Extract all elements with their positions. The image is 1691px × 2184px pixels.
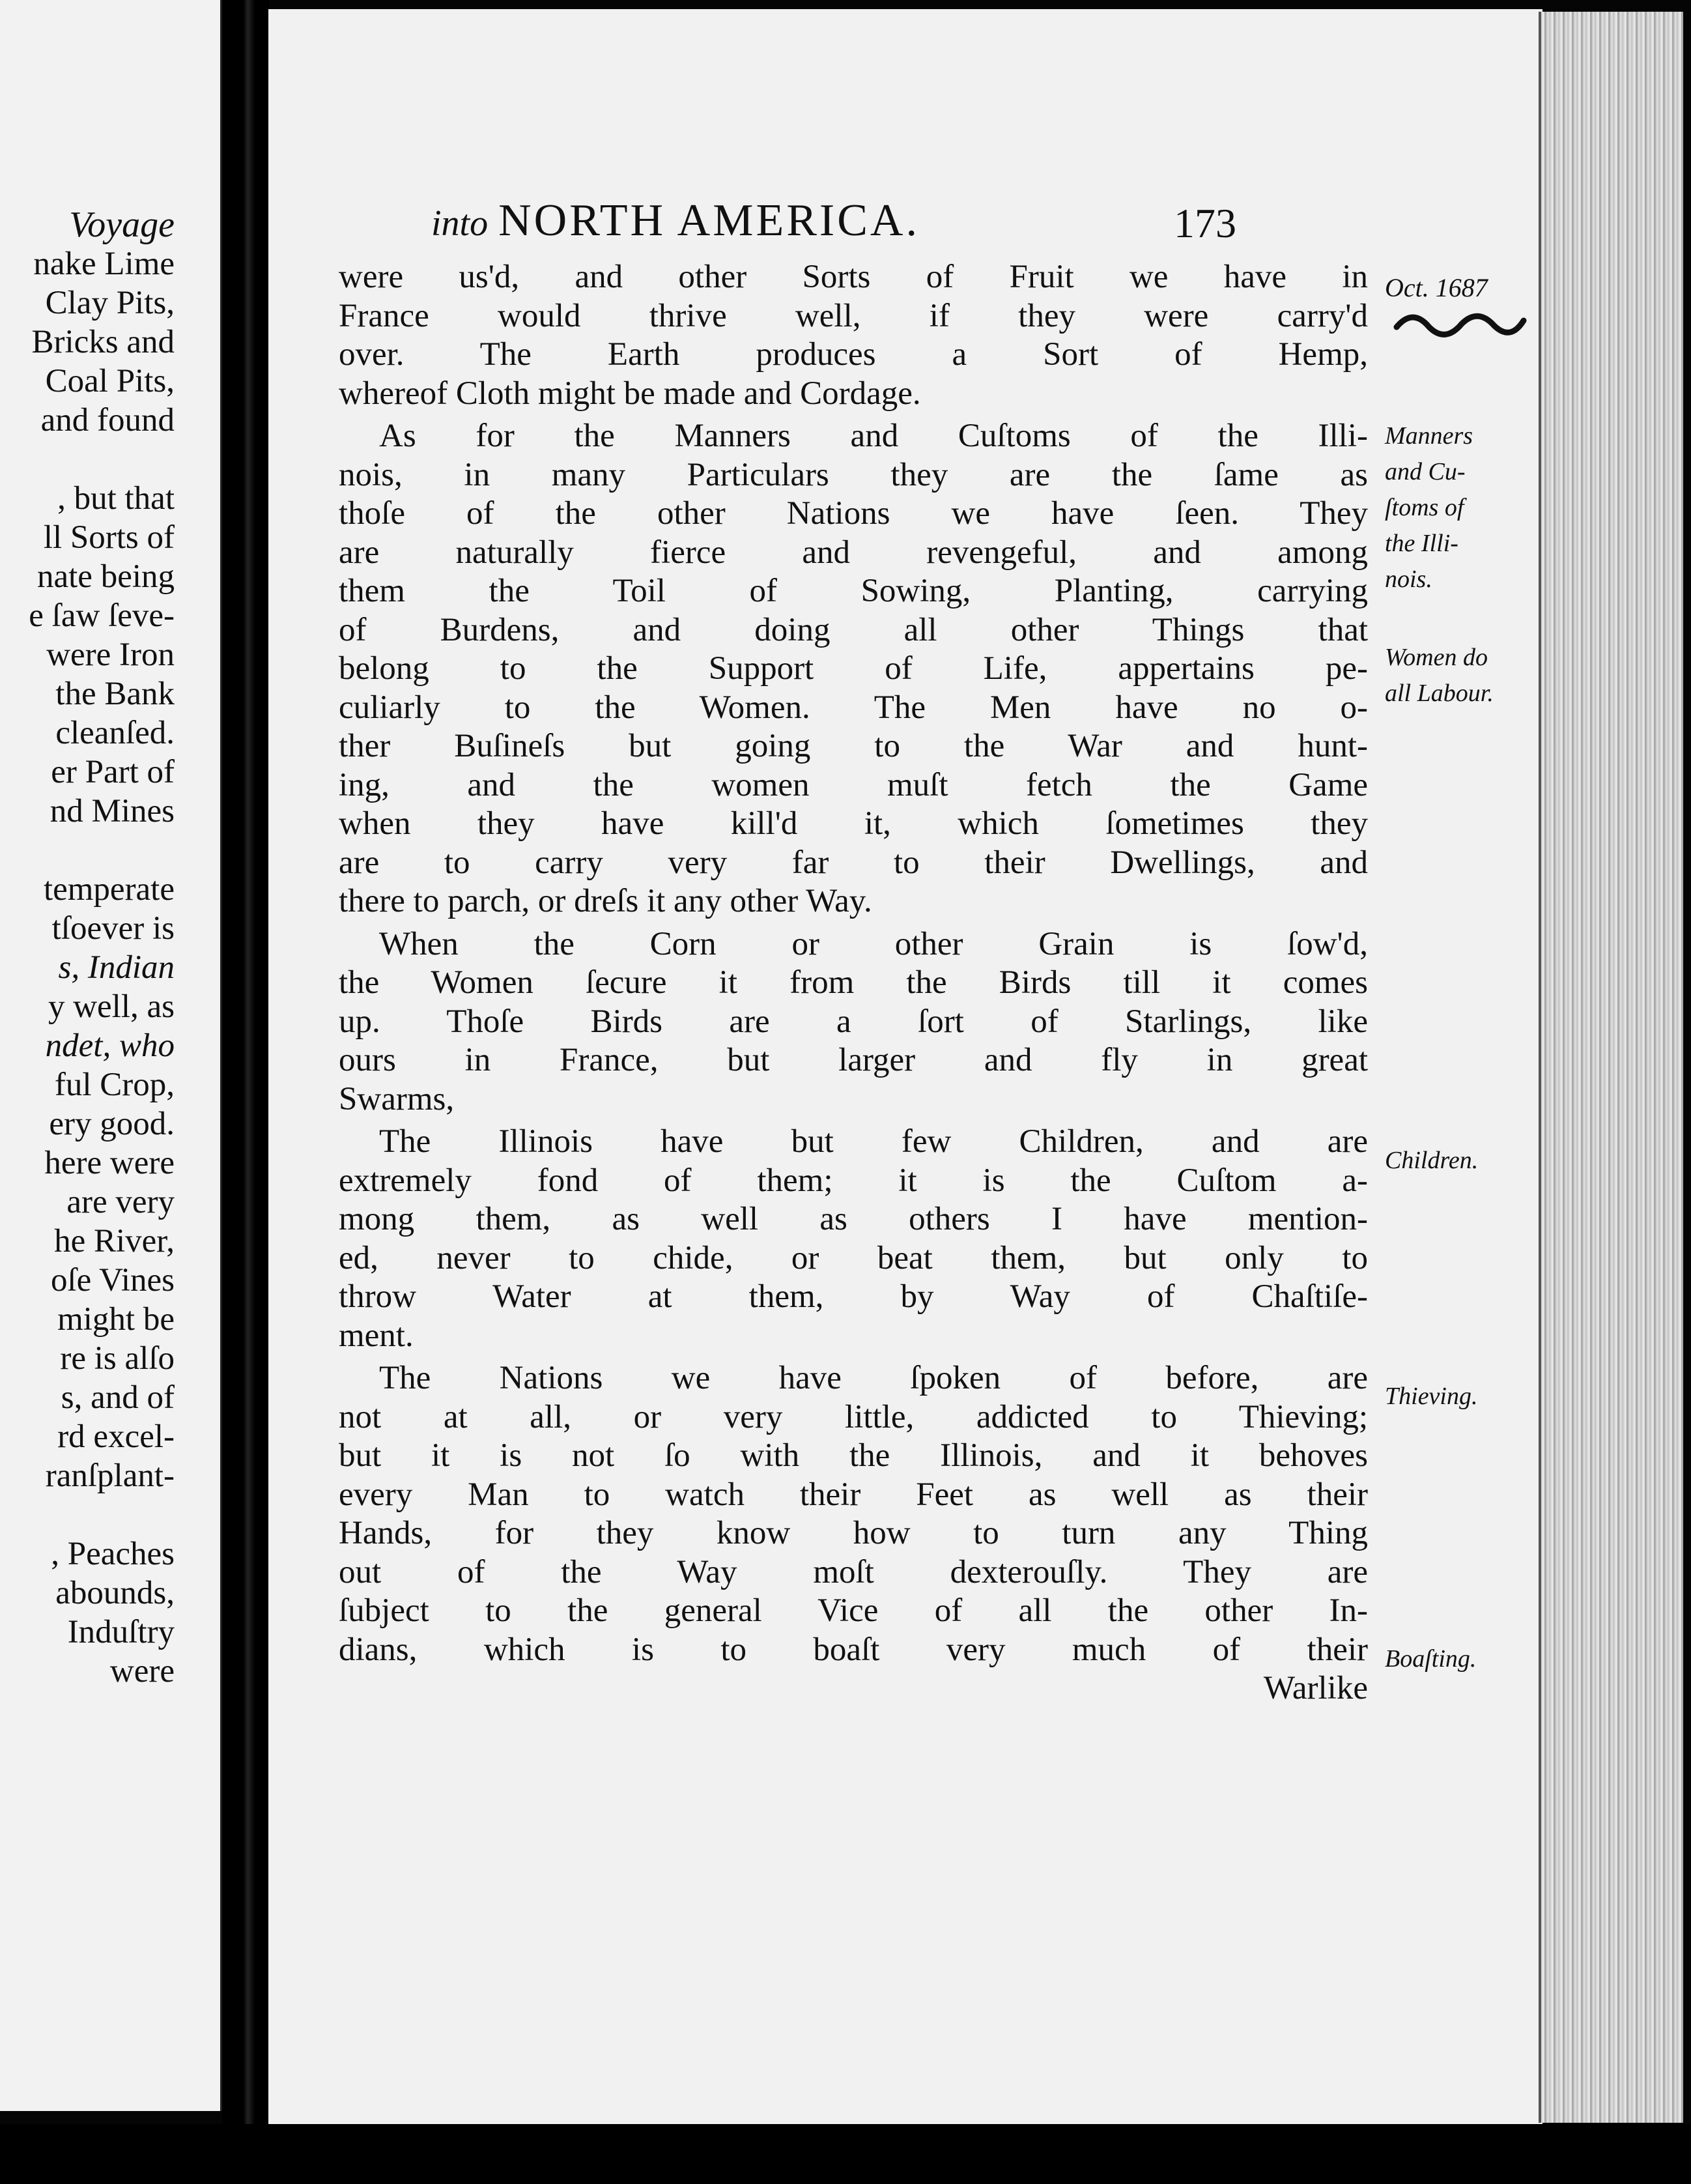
date-flourish-ornament	[1390, 301, 1533, 347]
body-line: ment.	[339, 1317, 414, 1354]
left-page-line: Bricks and	[31, 324, 175, 360]
margin-note-line: Thieving.	[1385, 1383, 1478, 1410]
body-line: Swarms,	[339, 1080, 455, 1117]
body-line: ing, and the women muſt fetch the Game	[339, 766, 1368, 803]
body-line: out of the Way moſt dexterouſly. They are	[339, 1553, 1368, 1590]
left-page-line: here were	[44, 1145, 175, 1181]
body-line: over. The Earth produces a Sort of Hemp,	[339, 336, 1368, 373]
left-page-line: ranſplant-	[45, 1458, 175, 1494]
left-page-line: are very	[66, 1184, 175, 1220]
margin-note-women	[1385, 640, 1494, 711]
margin-note-line: Children.	[1385, 1147, 1479, 1174]
body-line: throw Water at them, by Way of Chaſtiſe-	[339, 1278, 1368, 1315]
book-gutter	[222, 0, 269, 2184]
body-line: Hands, for they know how to turn any Thing	[339, 1515, 1368, 1551]
running-head-title: NORTH AMERICA.	[498, 195, 920, 246]
left-page-gap	[29, 1495, 175, 1534]
left-page-line: cleanſed.	[55, 715, 175, 751]
left-page-line: s, Indian	[58, 949, 175, 986]
body-line: As for the Manners and Cuſtoms of the Illi-	[379, 418, 1368, 454]
page-number: 173	[1174, 200, 1236, 246]
body-line: nois, in many Particulars they are the ſame as	[339, 456, 1368, 493]
body-line: of Burdens, and doing all other Things that	[339, 611, 1368, 648]
body-line: but it is not ſo with the Illinois, and it behoves	[339, 1437, 1368, 1474]
body-line: up. Thoſe Birds are a ſort of Starlings, like	[339, 1003, 1368, 1040]
running-head-into: into	[431, 203, 489, 244]
left-page-line: the Bank	[55, 676, 175, 712]
left-page-line: , but that	[57, 480, 175, 517]
body-line: dians, which is to boaſt very much of their	[339, 1631, 1368, 1668]
margin-note-line: Manners	[1385, 422, 1473, 450]
left-page-line: e ſaw ſeve-	[29, 597, 175, 634]
left-page-gap	[29, 831, 175, 870]
left-page-line: temperate	[43, 871, 175, 908]
left-page-line: oſe Vines	[50, 1262, 175, 1299]
body-line: every Man to watch their Feet as well as their	[339, 1476, 1368, 1513]
margin-note-line: nois.	[1385, 566, 1432, 593]
body-line: whereof Cloth might be made and Cordage.	[339, 375, 921, 412]
body-line: there to parch, or dreſs it any other Way.	[339, 883, 872, 919]
body-line: ours in France, but larger and fly in great	[339, 1042, 1368, 1078]
left-page-line: rd excel-	[57, 1418, 175, 1455]
body-line: were us'd, and other Sorts of Fruit we have in	[339, 259, 1368, 295]
left-page-line: and found	[40, 402, 175, 438]
body-line: mong them, as well as others I have mention-	[339, 1201, 1368, 1237]
left-page-line: were	[109, 1653, 175, 1689]
scan-bottom-border	[0, 2124, 1691, 2184]
margin-note-line: Women do	[1385, 644, 1488, 671]
left-page-line: y well, as	[48, 988, 175, 1025]
left-page-text	[29, 205, 175, 1691]
left-page-line: abounds,	[55, 1575, 175, 1611]
margin-note-line: and Cu-	[1385, 458, 1466, 485]
left-page-line: ndet, who	[45, 1027, 175, 1064]
margin-note-line: all Labour.	[1385, 680, 1494, 707]
body-line: belong to the Support of Life, appertains pe-	[339, 650, 1368, 687]
page-fore-edge	[1539, 12, 1683, 2123]
left-page-line: Coal Pits,	[45, 363, 175, 399]
left-page-line: Induſtry	[67, 1614, 175, 1650]
margin-note-line: Boaſting.	[1385, 1645, 1477, 1673]
body-line: are to carry very far to their Dwellings, and	[339, 844, 1368, 881]
margin-note-thieving	[1385, 1379, 1477, 1415]
body-line: extremely fond of them; it is the Cuſtom a-	[339, 1162, 1368, 1199]
left-page-line: nd Mines	[50, 793, 175, 829]
body-line: France would thrive well, if they were carry'd	[339, 297, 1368, 334]
left-page-line: he River,	[54, 1223, 175, 1259]
body-line: ther Buſineſs but going to the War and hunt-	[339, 728, 1368, 764]
body-line: The Nations we have ſpoken of before, are	[379, 1360, 1368, 1396]
body-line: culiarly to the Women. The Men have no o-	[339, 689, 1368, 726]
body-line: when they have kill'd it, which ſometimes they	[339, 805, 1368, 842]
body-line: them the Toil of Sowing, Planting, carrying	[339, 573, 1368, 609]
left-page-line: Voyage	[69, 205, 175, 245]
margin-note-line: ſtoms of	[1385, 494, 1464, 521]
left-page-line: er Part of	[51, 754, 175, 790]
body-line: When the Corn or other Grain is ſow'd,	[379, 925, 1368, 962]
left-page-line: ful Crop,	[54, 1067, 175, 1103]
body-line: ed, never to chide, or beat them, but only to	[339, 1239, 1368, 1276]
body-line: Warlike	[1263, 1670, 1368, 1706]
left-page-line: , Peaches	[51, 1536, 175, 1572]
margin-note-line: the Illi-	[1385, 530, 1458, 557]
left-page-line: s, and of	[61, 1379, 175, 1416]
left-facing-page	[0, 0, 222, 2111]
left-page-line: ll Sorts of	[43, 519, 175, 556]
margin-note-children	[1385, 1143, 1478, 1179]
margin-note-manners	[1385, 418, 1473, 597]
body-line: The Illinois have but few Children, and are	[379, 1123, 1368, 1160]
body-line: ſubject to the general Vice of all the other In-	[339, 1592, 1368, 1629]
left-page-line: nate being	[37, 558, 175, 595]
body-line: the Women ſecure it from the Birds till it comes	[339, 964, 1368, 1001]
left-page-line: might be	[57, 1301, 175, 1338]
left-page-line: were Iron	[46, 637, 175, 673]
left-page-line: tſoever is	[51, 910, 175, 947]
left-page-line: Clay Pits,	[45, 285, 175, 321]
body-line: are naturally fierce and revengeful, and among	[339, 534, 1368, 571]
body-line: thoſe of the other Nations we have ſeen. They	[339, 495, 1368, 532]
running-head	[431, 195, 920, 247]
left-page-line: nake Lime	[33, 246, 175, 282]
body-text	[339, 258, 1368, 1708]
left-page-gap	[29, 440, 175, 479]
left-page-line: re is alſo	[60, 1340, 175, 1377]
left-page-line: ery good.	[49, 1106, 175, 1142]
margin-note-boasting	[1385, 1641, 1476, 1677]
margin-date: Oct. 1687	[1385, 273, 1488, 302]
right-page	[268, 9, 1542, 2124]
body-line: not at all, or very little, addicted to Thieving;	[339, 1398, 1368, 1435]
